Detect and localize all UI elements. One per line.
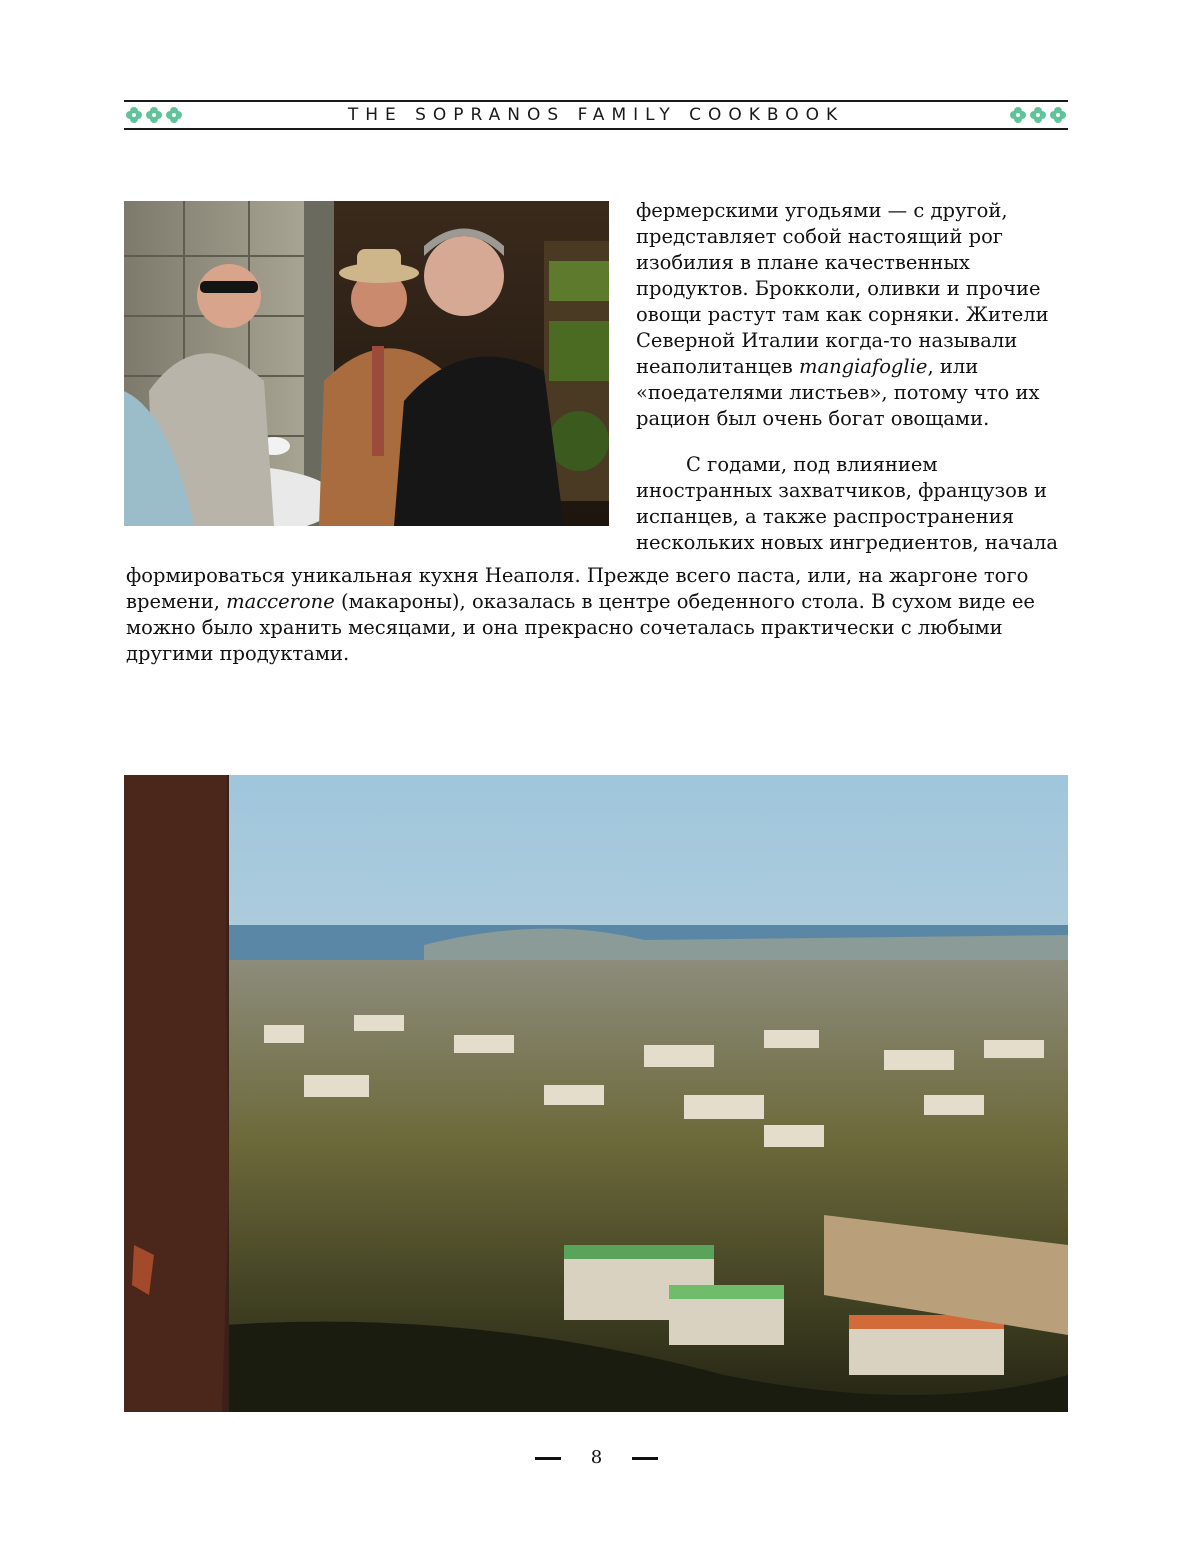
paragraph-text: , или «поедателями листьев», потому что их рацион был очень богат овощами. [636,355,1040,430]
header-rule-bottom [124,128,1068,130]
page-footer [0,1447,1193,1468]
paragraph-text: формироваться уникальная кухня Неаполя. Прежде всего паста, или, на жаргоне того времени, [126,564,1029,613]
text-column [636,198,1076,556]
paragraph-1 [636,198,1076,432]
running-head [124,100,1068,130]
paragraph-2-spacer [126,537,1071,563]
page-number: 8 [590,1447,603,1468]
paragraph-2-start: С годами, под влиянием иностранных захватчиков, французов и испанцев, а также распространения нескольких новых ингредиентов, начала [636,453,1059,554]
paragraph-text: (макароны), оказалась в центре обеденного стола. В сухом виде ее можно было хранить месяцами, и она прекрасно сочеталась практически с любыми другими продуктами. [126,590,1035,665]
clover-icon [1010,107,1026,123]
clover-icon [1050,107,1066,123]
full-width-text [126,537,1071,667]
header-ornaments-right [1010,107,1066,123]
header-rule-top [124,100,1068,102]
book-title: THE SOPRANOS FAMILY COOKBOOK [347,105,845,125]
paragraph-2-continued [126,537,1071,667]
italic-term: maccerone [226,590,335,613]
footer-dash-right [632,1457,658,1460]
clover-icon [1030,107,1046,123]
italic-term: mangiafoglie [798,355,928,378]
landscape-photo [124,775,1068,1412]
cafe-photo [124,201,609,526]
paragraph-text: фермерскими угодьями — с другой, представляет собой настоящий рог изобилия в плане качественных продуктов. Брокколи, оливки и прочие овощи растут там как сорняки. Жители Северной Италии когда-то называли неаполитанцев [636,199,1049,378]
footer-dash-left [535,1457,561,1460]
